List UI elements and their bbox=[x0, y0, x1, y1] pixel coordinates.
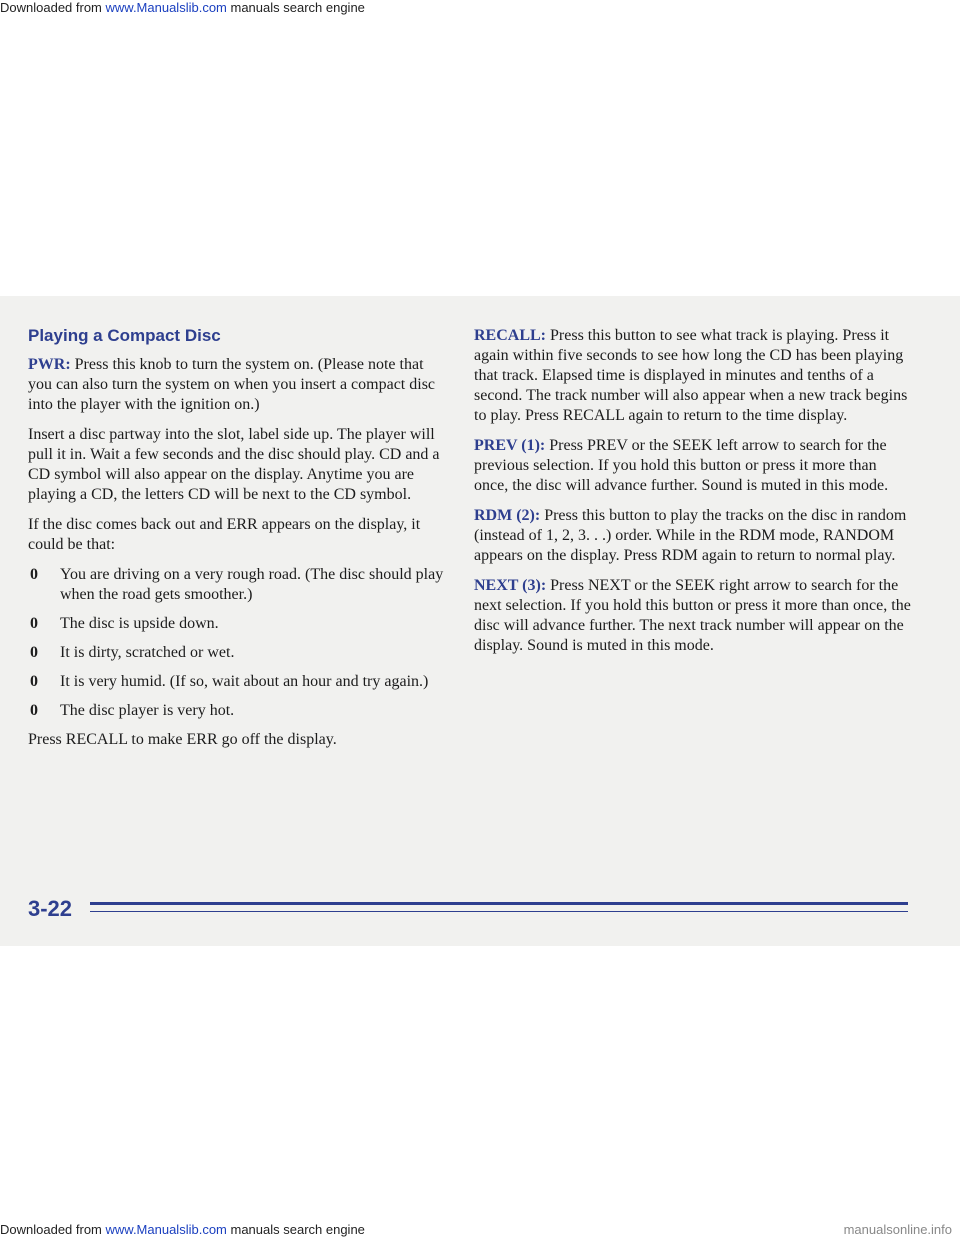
footer-rule bbox=[90, 902, 908, 912]
watermark-text: manualsonline.info bbox=[843, 1222, 952, 1237]
manualslib-link-bottom[interactable]: www.Manualslib.com bbox=[105, 1222, 227, 1237]
prev-paragraph bbox=[474, 436, 914, 496]
err-causes-list bbox=[28, 565, 450, 721]
list-item: 0 The disc player is very hot. bbox=[30, 702, 235, 719]
recall-paragraph bbox=[474, 326, 914, 426]
prev-text: Press PREV or the SEEK left arrow to search for the previous selection. If you hold this button or press it more than once, the disc will advance further. Sound is muted in this mode. bbox=[474, 437, 889, 494]
bullet-icon: 0 bbox=[30, 673, 38, 690]
prev-term: PREV (1): bbox=[474, 437, 546, 454]
next-paragraph bbox=[474, 576, 914, 656]
recall-text: Press this button to see what track is playing. Press it again within five seconds to see how long the CD has been playing that track. Elapsed time is displayed in minutes and tenths of a second. The track number will also appear when a new track begins to play. Press RECALL again to return to the time display. bbox=[474, 327, 908, 424]
list-item: 0 The disc is upside down. bbox=[30, 615, 219, 632]
err-intro-paragraph: If the disc comes back out and ERR appears on the display, it could be that: bbox=[28, 516, 421, 553]
page-number: 3-22 bbox=[28, 896, 73, 921]
bullet-icon: 0 bbox=[30, 615, 38, 632]
manualslib-link[interactable]: www.Manualslib.com bbox=[105, 0, 227, 15]
rdm-term: RDM (2): bbox=[474, 507, 541, 524]
list-item: 0 It is very humid. (If so, wait about an hour and try again.) bbox=[30, 673, 429, 690]
section-heading: Playing a Compact Disc bbox=[28, 326, 221, 345]
bullet-icon: 0 bbox=[30, 566, 38, 583]
bottom-banner bbox=[0, 1222, 960, 1242]
bullet-icon: 0 bbox=[30, 702, 38, 719]
download-banner bbox=[0, 0, 960, 20]
next-term: NEXT (3): bbox=[474, 577, 547, 594]
closing-paragraph: Press RECALL to make ERR go off the display. bbox=[28, 731, 337, 748]
pwr-term: PWR: bbox=[28, 356, 71, 373]
pwr-text: Press this knob to turn the system on. (Please note that you can also turn the system on when you insert a compact disc into the player with the ignition on.) bbox=[28, 356, 436, 413]
left-column bbox=[28, 326, 450, 760]
bullet-icon: 0 bbox=[30, 644, 38, 661]
rdm-text: Press this button to play the tracks on the disc in random (instead of 1, 2, 3. . .) order. While in the RDM mode, RANDOM appears on the display. Press RDM again to return to normal play. bbox=[474, 507, 907, 564]
rdm-paragraph bbox=[474, 506, 914, 566]
list-item: 0 You are driving on a very rough road. (The disc should play when the road gets smoother.) bbox=[30, 566, 444, 603]
banner-suffix: manuals search engine bbox=[226, 0, 365, 15]
bottom-download-note: Downloaded from www.Manualslib.com manuals search engine bbox=[0, 1222, 365, 1237]
next-text: Press NEXT or the SEEK right arrow to search for the next selection. If you hold this button or press it more than once, the disc will advance further. The next track number will appear on the display. Sound is muted in this mode. bbox=[474, 577, 911, 654]
list-item: 0 It is dirty, scratched or wet. bbox=[30, 644, 235, 661]
recall-term: RECALL: bbox=[474, 327, 547, 344]
right-column bbox=[474, 326, 914, 666]
insert-paragraph: Insert a disc partway into the slot, label side up. The player will pull it in. Wait a few seconds and the disc should play. CD and a CD symbol will also appear on the display. Anytime you are playing a CD, the letters CD will be next to the CD symbol. bbox=[28, 426, 440, 503]
pwr-paragraph bbox=[28, 355, 450, 415]
banner-prefix: Downloaded from bbox=[0, 0, 106, 15]
